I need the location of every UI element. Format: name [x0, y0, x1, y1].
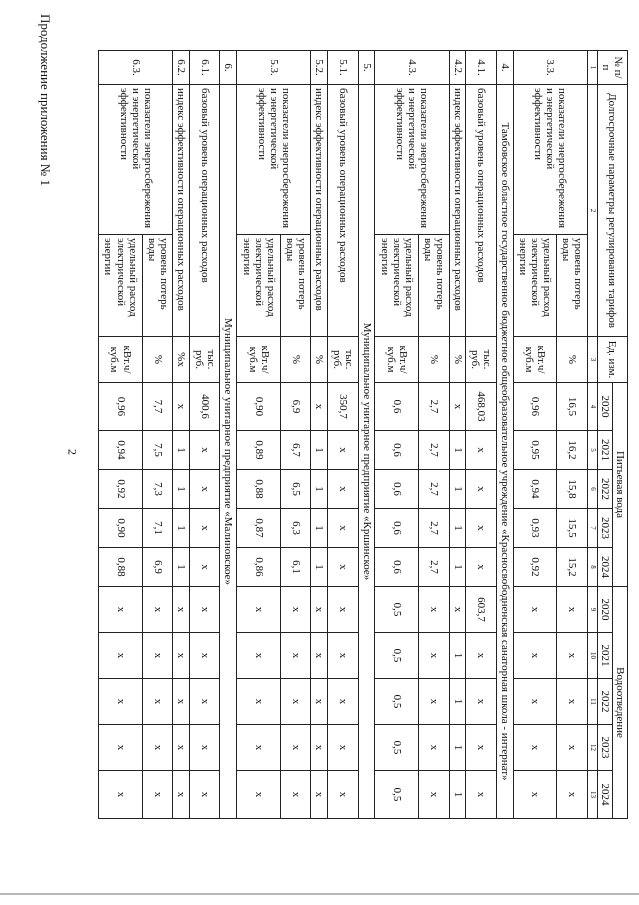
- row-param: индекс эффективности операционных расходов: [449, 85, 466, 337]
- section-row: [358, 51, 375, 819]
- row-unit: %: [281, 337, 311, 383]
- cell-value: 0,87: [237, 509, 281, 548]
- cell-value: х: [328, 509, 358, 548]
- year-2020: 2020: [597, 587, 612, 633]
- sub-param: уровень потерь воды: [281, 235, 311, 337]
- row-num: 4.2.: [449, 51, 466, 85]
- col-index: 11: [587, 679, 597, 725]
- row-num: 6.1.: [190, 51, 220, 85]
- cell-value: 0,6: [375, 548, 419, 587]
- cell-value: 0,88: [99, 548, 143, 587]
- row-num: 6.3.: [99, 51, 173, 85]
- cell-value: х: [281, 679, 311, 725]
- cell-value: х: [557, 725, 587, 771]
- row-num: 4.1.: [466, 51, 496, 85]
- cell-value: 1: [173, 431, 190, 470]
- cell-value: х: [142, 587, 172, 633]
- sub-param: удельный расход электрической энергии: [237, 235, 281, 337]
- year-2024: 2024: [597, 548, 612, 587]
- cell-value: х: [311, 633, 328, 679]
- cell-value: х: [281, 725, 311, 771]
- section-num: 6.: [220, 51, 237, 85]
- cell-value: 0,5: [375, 679, 419, 725]
- row-unit: кВт.ч/ куб.м: [237, 337, 281, 383]
- cell-value: х: [557, 771, 587, 819]
- cell-value: х: [328, 679, 358, 725]
- cell-value: х: [281, 633, 311, 679]
- cell-value: х: [99, 771, 143, 819]
- row-param: показатели энергосбережения и энергетической эффективности: [513, 85, 587, 235]
- tariff-parameters-table: [98, 50, 628, 819]
- cell-value: 0,95: [513, 431, 557, 470]
- cell-value: 2,7: [419, 383, 449, 431]
- cell-value: 1: [173, 470, 190, 509]
- cell-value: х: [466, 633, 496, 679]
- cell-value: х: [190, 725, 220, 771]
- cell-value: 6,9: [281, 383, 311, 431]
- sub-param: уровень потерь воды: [419, 235, 449, 337]
- row-param: показатели энергосбережения и энергетической эффективности: [237, 85, 311, 235]
- cell-value: 6,5: [281, 470, 311, 509]
- col-index: 7: [587, 509, 597, 548]
- cell-value: 400,6: [190, 383, 220, 431]
- cell-value: х: [142, 771, 172, 819]
- cell-value: х: [466, 431, 496, 470]
- cell-value: х: [190, 509, 220, 548]
- cell-value: х: [311, 679, 328, 725]
- cell-value: 7,3: [142, 470, 172, 509]
- row-param: показатели энергосбережения и энергетической эффективности: [99, 85, 173, 235]
- cell-value: 0,5: [375, 771, 419, 819]
- cell-value: х: [328, 725, 358, 771]
- cell-value: х: [311, 725, 328, 771]
- row-unit: %: [311, 337, 328, 383]
- cell-value: 0,89: [237, 431, 281, 470]
- continuation-title: Продолжение приложения № 1: [38, 14, 53, 186]
- cell-value: х: [328, 431, 358, 470]
- year-2022: 2022: [597, 679, 612, 725]
- cell-value: 15,5: [557, 509, 587, 548]
- row-param: показатели энергосбережения и энергетической эффективности: [375, 85, 449, 235]
- header-drainage: Водоотведение: [612, 587, 627, 819]
- sub-param: удельный расход электрической энергии: [513, 235, 557, 337]
- table-row: [142, 51, 172, 819]
- cell-value: х: [190, 470, 220, 509]
- cell-value: х: [311, 383, 328, 431]
- cell-value: 6,1: [281, 548, 311, 587]
- row-unit: тыс. руб.: [328, 337, 358, 383]
- col-index: 9: [587, 587, 597, 633]
- row-unit: кВт.ч/ куб.м: [375, 337, 419, 383]
- table-row: [311, 51, 328, 819]
- row-param: базовый уровень операционных расходов: [328, 85, 358, 337]
- cell-value: 7,5: [142, 431, 172, 470]
- cell-value: 0,88: [237, 470, 281, 509]
- row-num: 5.3.: [237, 51, 311, 85]
- table-container: [98, 50, 628, 818]
- cell-value: х: [419, 587, 449, 633]
- cell-value: х: [466, 548, 496, 587]
- cell-value: х: [328, 587, 358, 633]
- cell-value: 1: [449, 431, 466, 470]
- row-param: индекс эффективности операционных расходов: [311, 85, 328, 337]
- cell-value: х: [190, 431, 220, 470]
- table-row: [190, 51, 220, 819]
- cell-value: х: [557, 587, 587, 633]
- row-param: базовый уровень операционных расходов: [190, 85, 220, 337]
- year-2020: 2020: [597, 383, 612, 431]
- cell-value: 468,03: [466, 383, 496, 431]
- cell-value: х: [99, 587, 143, 633]
- cell-value: 7,7: [142, 383, 172, 431]
- cell-value: х: [466, 679, 496, 725]
- cell-value: 0,92: [513, 548, 557, 587]
- cell-value: 1: [449, 633, 466, 679]
- cell-value: 16,2: [557, 431, 587, 470]
- table-row: [328, 51, 358, 819]
- table-row: [419, 51, 449, 819]
- cell-value: х: [328, 771, 358, 819]
- cell-value: х: [466, 470, 496, 509]
- cell-value: х: [466, 725, 496, 771]
- cell-value: х: [173, 725, 190, 771]
- col-index: 8: [587, 548, 597, 587]
- row-unit: тыс. руб.: [466, 337, 496, 383]
- cell-value: х: [419, 633, 449, 679]
- cell-value: 2,7: [419, 509, 449, 548]
- cell-value: 1: [311, 548, 328, 587]
- sub-param: удельный расход электрической энергии: [375, 235, 419, 337]
- header-param: Долгосрочные параметры регулирования тарифов: [597, 85, 627, 337]
- cell-value: х: [513, 771, 557, 819]
- year-2021: 2021: [597, 431, 612, 470]
- col-index: 2: [587, 85, 597, 337]
- cell-value: 1: [173, 509, 190, 548]
- cell-value: х: [99, 633, 143, 679]
- table-row: [466, 51, 496, 819]
- cell-value: 1: [311, 470, 328, 509]
- cell-value: х: [142, 679, 172, 725]
- cell-value: 16,5: [557, 383, 587, 431]
- header-num: № п/п: [597, 51, 627, 85]
- cell-value: 0,92: [99, 470, 143, 509]
- section-row: [220, 51, 237, 819]
- col-index: 13: [587, 771, 597, 819]
- header-unit: Ед. изм.: [597, 337, 627, 383]
- row-num: 3.3.: [513, 51, 587, 85]
- cell-value: 0,6: [375, 431, 419, 470]
- cell-value: 0,90: [237, 383, 281, 431]
- cell-value: х: [142, 633, 172, 679]
- row-unit: тыс. руб.: [190, 337, 220, 383]
- cell-value: 350,7: [328, 383, 358, 431]
- cell-value: 0,6: [375, 383, 419, 431]
- scan-edge-line: [0, 893, 639, 895]
- cell-value: х: [237, 725, 281, 771]
- cell-value: х: [173, 771, 190, 819]
- sub-param: уровень потерь воды: [142, 235, 172, 337]
- cell-value: 0,6: [375, 509, 419, 548]
- cell-value: х: [311, 771, 328, 819]
- col-index: 12: [587, 725, 597, 771]
- cell-value: 1: [311, 431, 328, 470]
- section-title: Тамбовское областное государственное бюджетное общеобразовательное учреждение «Красносвободненская санаторная школа - интернат»: [496, 85, 513, 819]
- year-2021: 2021: [597, 633, 612, 679]
- row-param: базовый уровень операционных расходов: [466, 85, 496, 337]
- cell-value: 1: [449, 548, 466, 587]
- cell-value: 6,9: [142, 548, 172, 587]
- table-row: [557, 51, 587, 819]
- cell-value: 0,94: [99, 431, 143, 470]
- cell-value: 2,7: [419, 431, 449, 470]
- cell-value: х: [513, 633, 557, 679]
- row-num: 6.2.: [173, 51, 190, 85]
- column-index-row: [587, 51, 597, 819]
- cell-value: 0,5: [375, 587, 419, 633]
- row-unit: %: [419, 337, 449, 383]
- section-row: [496, 51, 513, 819]
- cell-value: 1: [449, 771, 466, 819]
- cell-value: х: [190, 633, 220, 679]
- col-index: 4: [587, 383, 597, 431]
- cell-value: х: [142, 725, 172, 771]
- cell-value: х: [419, 771, 449, 819]
- row-unit: кВт.ч/ куб.м: [513, 337, 557, 383]
- cell-value: х: [190, 679, 220, 725]
- cell-value: 0,90: [99, 509, 143, 548]
- cell-value: х: [311, 587, 328, 633]
- section-title: Муниципальное унитарное предприятие «Кршинское»: [358, 85, 375, 819]
- year-2022: 2022: [597, 470, 612, 509]
- cell-value: 1: [449, 679, 466, 725]
- cell-value: х: [557, 679, 587, 725]
- cell-value: х: [513, 587, 557, 633]
- cell-value: 1: [449, 509, 466, 548]
- table-row: [449, 51, 466, 819]
- cell-value: х: [173, 587, 190, 633]
- cell-value: 0,5: [375, 633, 419, 679]
- section-title: Муниципальное унитарное предприятие «Малиновское»: [220, 85, 237, 819]
- cell-value: 0,94: [513, 470, 557, 509]
- page-number: 2: [65, 449, 80, 455]
- row-unit: кВт.ч/ куб.м: [99, 337, 143, 383]
- section-num: 4.: [496, 51, 513, 85]
- row-unit: %: [449, 337, 466, 383]
- col-index: 6: [587, 470, 597, 509]
- cell-value: х: [419, 679, 449, 725]
- cell-value: х: [419, 725, 449, 771]
- cell-value: 6,3: [281, 509, 311, 548]
- cell-value: х: [328, 470, 358, 509]
- cell-value: х: [237, 771, 281, 819]
- cell-value: х: [237, 633, 281, 679]
- cell-value: х: [466, 771, 496, 819]
- cell-value: 0,5: [375, 725, 419, 771]
- col-index: 1: [587, 51, 597, 85]
- cell-value: х: [513, 725, 557, 771]
- cell-value: х: [449, 383, 466, 431]
- cell-value: х: [237, 587, 281, 633]
- cell-value: х: [281, 587, 311, 633]
- col-index: 10: [587, 633, 597, 679]
- cell-value: 0,86: [237, 548, 281, 587]
- cell-value: х: [190, 587, 220, 633]
- cell-value: 1: [449, 725, 466, 771]
- cell-value: 1: [449, 470, 466, 509]
- cell-value: 603,7: [466, 587, 496, 633]
- sub-param: уровень потерь воды: [557, 235, 587, 337]
- row-num: 5.1.: [328, 51, 358, 85]
- cell-value: х: [173, 633, 190, 679]
- cell-value: х: [328, 633, 358, 679]
- cell-value: х: [173, 383, 190, 431]
- table-row: [173, 51, 190, 819]
- cell-value: 6,7: [281, 431, 311, 470]
- cell-value: 1: [311, 509, 328, 548]
- cell-value: 7,1: [142, 509, 172, 548]
- cell-value: х: [513, 679, 557, 725]
- cell-value: 2,7: [419, 470, 449, 509]
- cell-value: х: [99, 725, 143, 771]
- row-num: 5.2.: [311, 51, 328, 85]
- cell-value: х: [173, 679, 190, 725]
- cell-value: х: [466, 509, 496, 548]
- cell-value: х: [99, 679, 143, 725]
- table-row: [281, 51, 311, 819]
- col-index: 3: [587, 337, 597, 383]
- row-param: индекс эффективности операционных расходов: [173, 85, 190, 337]
- cell-value: 0,6: [375, 470, 419, 509]
- year-2024: 2024: [597, 771, 612, 819]
- row-unit: %х: [173, 337, 190, 383]
- cell-value: 0,96: [513, 383, 557, 431]
- year-2023: 2023: [597, 725, 612, 771]
- cell-value: 0,96: [99, 383, 143, 431]
- cell-value: х: [237, 679, 281, 725]
- cell-value: х: [190, 771, 220, 819]
- cell-value: х: [557, 633, 587, 679]
- row-unit: %: [142, 337, 172, 383]
- sub-param: удельный расход электрической энергии: [99, 235, 143, 337]
- cell-value: х: [281, 771, 311, 819]
- cell-value: х: [190, 548, 220, 587]
- year-2023: 2023: [597, 509, 612, 548]
- section-num: 5.: [358, 51, 375, 85]
- cell-value: 15,8: [557, 470, 587, 509]
- row-num: 4.3.: [375, 51, 449, 85]
- row-unit: %: [557, 337, 587, 383]
- col-index: 5: [587, 431, 597, 470]
- cell-value: х: [449, 587, 466, 633]
- cell-value: х: [328, 548, 358, 587]
- cell-value: 1: [173, 548, 190, 587]
- cell-value: 2,7: [419, 548, 449, 587]
- cell-value: 15,2: [557, 548, 587, 587]
- cell-value: 0,93: [513, 509, 557, 548]
- header-drinking-water: Питьевая вода: [612, 383, 627, 587]
